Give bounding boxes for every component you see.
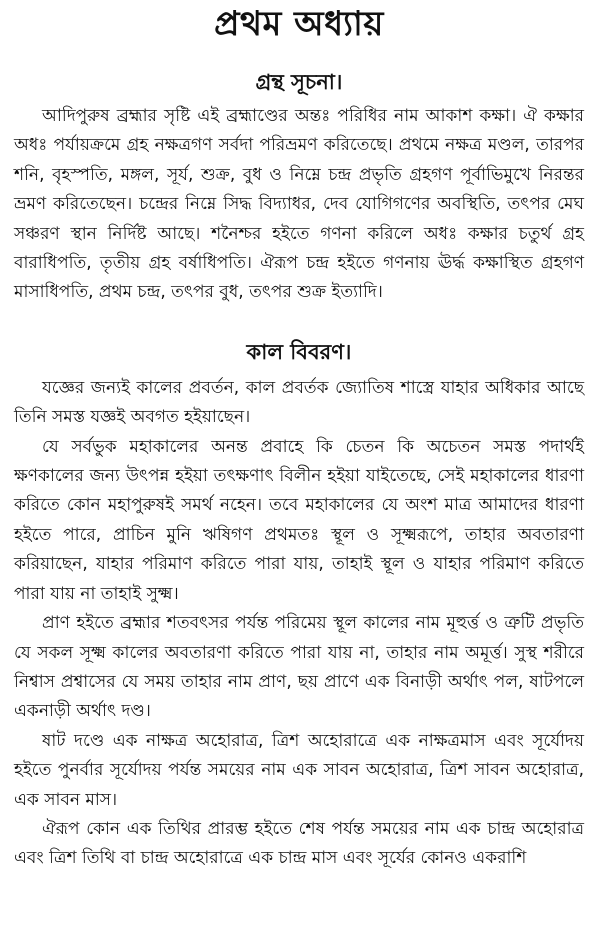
section-heading-introduction: গ্রন্থ সূচনা।: [255, 70, 343, 94]
body-paragraph: ঐরূপ কোন এক তিথির প্রারম্ভ হইতে শেষ পর্যন্ত সময়ের নাম এক চান্দ্র অহোরাত্র এবং ত্রিশ তিথি বা চান্দ্র অহোরাত্রে এক চান্দ্র মাস এবং সূর্যের কোনও একরাশি: [14, 818, 584, 869]
book-page: [0, 4, 600, 937]
body-paragraph: যজ্ঞের জন্যই কালের প্রবর্তন, কাল প্রবর্তক জ্যোতিষ শাস্ত্রে যাহার অধিকার আছে তিনি সমস্ত যজ্ঞই অবগত হইয়াছেন।: [14, 377, 584, 428]
body-paragraph: ষাট দণ্ডে এক নাক্ষত্র অহোরাত্র, ত্রিশ অহোরাত্রে এক নাক্ষত্রমাস এবং সূর্যোদয় হইতে পুনর্বার সূর্যোদয় পর্যন্ত সময়ের নাম এক সাবন অহোরাত্র, ত্রিশ সাবন অহোরাত্র, এক সাবন মাস।: [14, 730, 584, 810]
body-paragraph: আদিপুরুষ ব্রহ্মার সৃষ্টি এই ব্রহ্মাণ্ডের অন্তঃ পরিধির নাম আকাশ কক্ষা। ঐ কক্ষার অধঃ পর্যায়ক্রমে গ্রহ নক্ষত্রগণ সর্বদা পরিভ্রমণ করিতেছে। প্রথমে নক্ষত্র মণ্ডল, তারপর শনি, বৃহস্পতি, মঙ্গল, সূর্য, শুক্র, বুধ ও নিম্নে চন্দ্র প্রভৃতি গ্রহগণ পূর্বাভিমুখে নিরন্তর ভ্রমণ করিতেছেন। চন্দ্রের নিম্নে সিদ্ধ বিদ্যাধর, দেব যোগিগণের অবস্থিতি, তৎপর মেঘ সঞ্চরণ স্থান নির্দিষ্ট আছে। শনৈশ্চর হইতে গণনা করিলে অধঃ কক্ষার চতুর্থ গ্রহ বারাধিপতি, তৃতীয় গ্রহ বর্ষাধিপতি। ঐরূপ চন্দ্র হইতে গণনায় ঊর্দ্ধ কক্ষাস্থিত গ্রহগণ মাসাধিপতি, প্রথম চন্দ্র, তৎপর বুধ, তৎপর শুক্র ইত্যাদি।: [14, 106, 584, 303]
chapter-title: প্রথম অধ্যায়: [214, 4, 384, 44]
section-heading-time-description: কাল বিবরণ।: [246, 339, 352, 364]
body-paragraph: প্রাণ হইতে ব্রহ্মার শতবৎসর পর্যন্ত পরিমেয় স্থূল কালের নাম মূহুর্ত্ত ও ত্রুটি প্রভৃতি যে সকল সূক্ষ্ম কালের অবতারণা করিতে পারা যায় না, তাহার নাম অমূর্ত্ত। সুস্থ শরীরে নিশ্বাস প্রশ্বাসের যে সময় তাহার নাম প্রাণ, ছয় প্রাণে এক বিনাড়ী অর্থাৎ পল, ষাটপলে একনাড়ী অর্থাৎ দণ্ড।: [14, 613, 584, 722]
body-paragraph: যে সর্বভুক মহাকালের অনন্ত প্রবাহে কি চেতন কি অচেতন সমস্ত পদার্থই ক্ষণকালের জন্য উৎপন্ন হইয়া তৎক্ষণাৎ বিলীন হইয়া যাইতেছে, সেই মহাকালের ধারণা করিতে কোন মহাপুরুষই সমর্থ নহেন। তবে মহাকালের যে অংশ মাত্র আমাদের ধারণা হইতে পারে, প্রাচিন মুনি ঋষিগণ প্রথমতঃ স্থূল ও সূক্ষ্মরূপে, তাহার অবতারণা করিয়াছেন, যাহার পরিমাণ করিতে পারা যায়, তাহাই স্থূল ও যাহার পরিমাণ করিতে পারা যায় না তাহাই সুক্ষ্ম।: [14, 436, 584, 604]
